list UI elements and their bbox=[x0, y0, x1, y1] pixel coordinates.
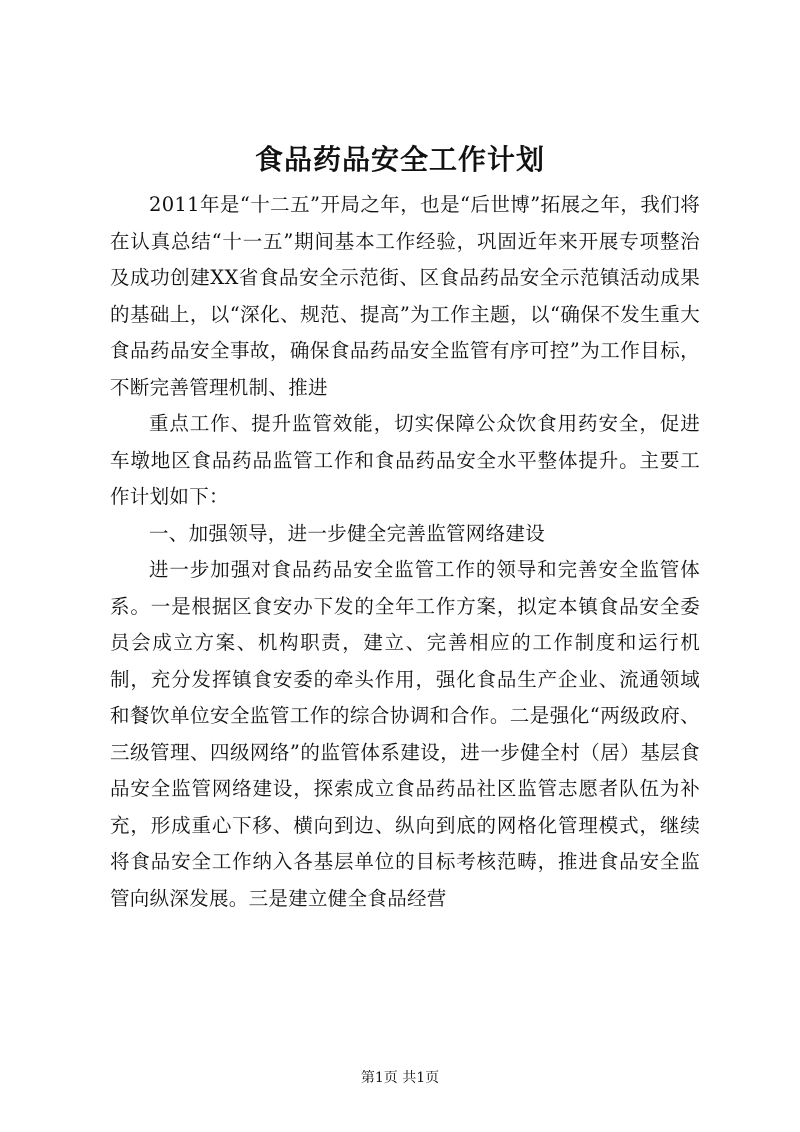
paragraph-continuation: 重点工作、提升监管效能，切实保障公众饮食用药安全，促进车墩地区食品药品监管工作和食品药品安全水平整体提升。主要工作计划如下： bbox=[110, 412, 700, 508]
page-footer: 第1页 共1页 bbox=[360, 1070, 440, 1086]
document-title: 食品药品安全工作计划 bbox=[254, 143, 545, 176]
document-body bbox=[110, 187, 700, 917]
section-heading-1: 一、加强领导，进一步健全完善监管网络建设 bbox=[149, 521, 546, 545]
paragraph-section-1: 进一步加强对食品药品安全监管工作的领导和完善安全监管体系。一是根据区食安办下发的全年工作方案，拟定本镇食品安全委员会成立方案、机构职责，建立、完善相应的工作制度和运行机制，充分发挥镇食安委的牵头作用，强化食品生产企业、流通领域和餐饮单位安全监管工作的综合协调和合作。二是强化“两级政府、三级管理、四级网络”的监管体系建设，进一步健全村（居）基层食品安全监管网络建设，探索成立食品药品社区监管志愿者队伍为补充，形成重心下移、横向到边、纵向到底的网格化管理模式，继续将食品安全工作纳入各基层单位的目标考核范畴，推进食品安全监管向纵深发展。三是建立健全食品经营 bbox=[110, 558, 700, 910]
paragraph-intro: 2011年是“十二五”开局之年，也是“后世博”拓展之年，我们将在认真总结“十一五”期间基本工作经验，巩固近年来开展专项整治及成功创建XX省食品安全示范街、区食品药品安全示范镇活动成果的基础上，以“深化、规范、提高”为工作主题，以“确保不发生重大食品药品安全事故，确保食品药品安全监管有序可控”为工作目标，不断完善管理机制、推进 bbox=[110, 193, 700, 399]
